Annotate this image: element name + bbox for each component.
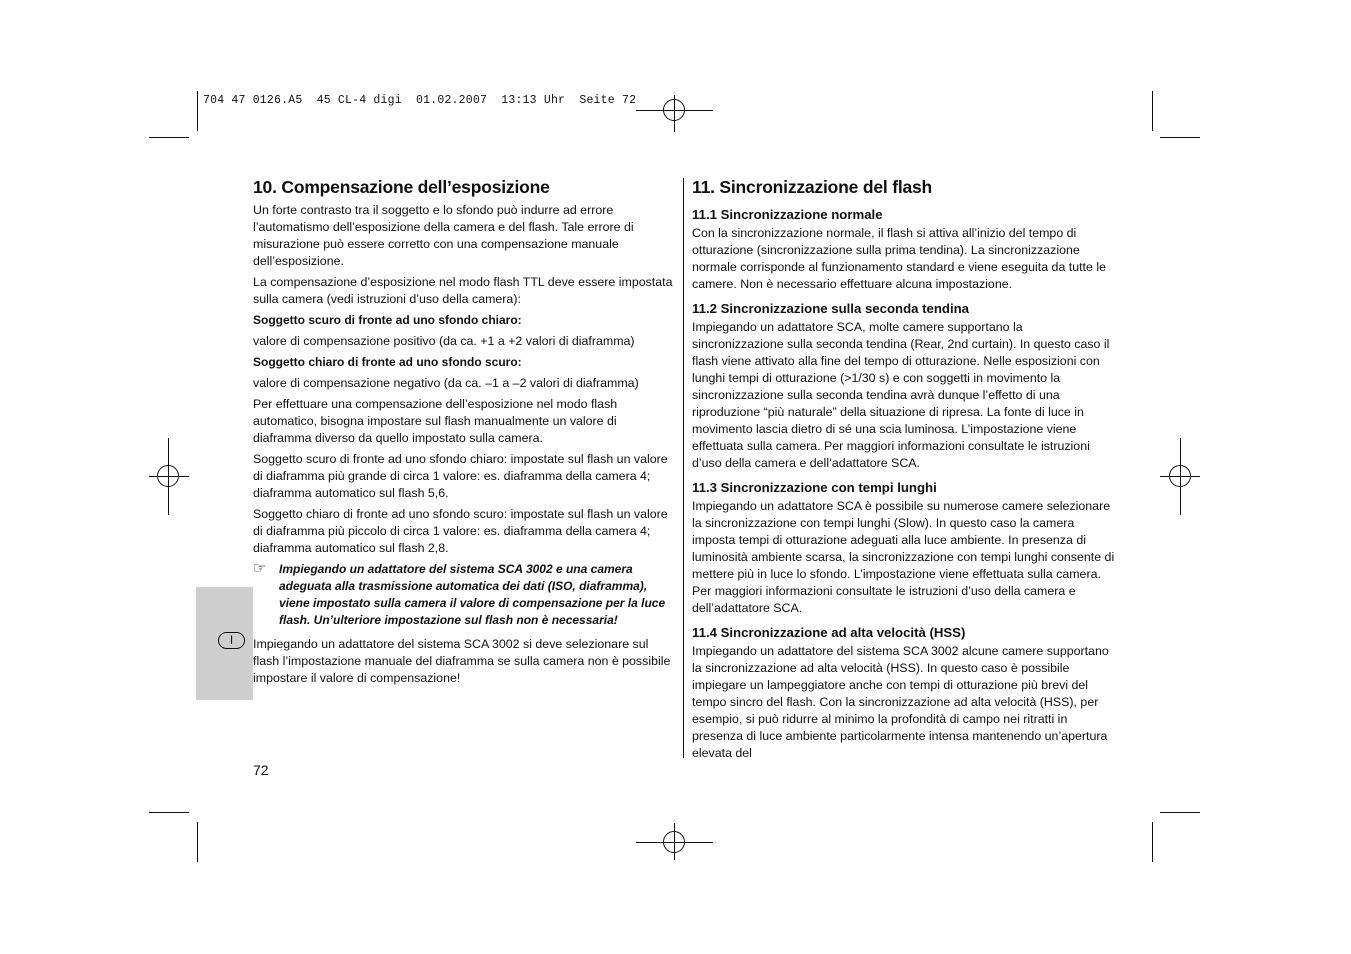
section-11-title: 11. Sincronizzazione del flash [692, 177, 933, 197]
subsection-title: 11.2 Sincronizzazione sulla seconda tendina [692, 301, 970, 316]
note-block [253, 561, 673, 629]
section-10-title: 10. Compensazione dell’esposizione [253, 177, 550, 197]
left-column [253, 175, 673, 691]
paragraph: Con la sincronizzazione normale, il flash si attiva all’inizio del tempo di otturazione (sincronizzazione sulla prima tendina). La sincronizzazione normale corrisponde al funzionamento standard e viene eseguita da tutte le camere. Non è necessario effettuare alcuna impostazione. [692, 226, 1106, 291]
registration-circle-icon [1169, 465, 1191, 487]
paragraph: Per effettuare una compensazione dell’esposizione nel modo flash automatico, bisogna impostare sul flash manualmente un valore di diaframma diverso da quello impostato sulla camera. [253, 397, 618, 445]
subsection-title: 11.3 Sincronizzazione con tempi lunghi [692, 480, 937, 495]
paragraph: valore di compensazione negativo (da ca. –1 a –2 valori di diaframma) [253, 376, 639, 390]
paragraph: Impiegando un adattatore SCA è possibile su numerose camere selezionare la sincronizzazione con tempi lunghi (Slow). In questo caso la camera imposta tempi di otturazione adeguati alla luce ambiente. In presenza di luminosità ambiente scarsa, la sincronizzazione con tempi lunghi consente di mettere più in luce lo sfondo. L’impostazione viene effettuata sulla camera. Per maggiori informazioni consultate le istruzioni d’uso della camera e dell’adattatore SCA. [692, 499, 1115, 615]
print-slug: 704 47 0126.A5 45 CL-4 digi 01.02.2007 13:13 Uhr Seite 72 [203, 94, 637, 107]
paragraph: valore di compensazione positivo (da ca. +1 a +2 valori di diaframma) [253, 334, 635, 348]
paragraph: Un forte contrasto tra il soggetto e lo sfondo può indurre ad errore l’automatismo dell’esposizione della camera e del flash. Tale errore di misurazione può essere corretto con una compensazione manuale dell’esposizione. [253, 203, 634, 268]
paragraph: Soggetto scuro di fronte ad uno sfondo chiaro: impostate sul flash un valore di diaframma più grande di circa 1 valore: es. diaframma della camera 4; diaframma automatico sul flash 5,6. [253, 452, 668, 500]
crop-mark [1152, 822, 1153, 862]
crop-mark [197, 822, 198, 862]
subsection-title: 11.1 Sincronizzazione normale [692, 207, 883, 222]
crop-mark [1160, 137, 1200, 138]
note-text: Impiegando un adattatore del sistema SCA 3002 e una camera adeguata alla trasmissione automatica dei dati (ISO, diaframma), viene impostato sulla camera il valore di compensazione per la luce flash. Un’ulteriore impostazione sul flash non è necessaria! [279, 562, 666, 627]
crop-mark [149, 137, 189, 138]
registration-circle-icon [157, 465, 179, 487]
crop-mark [1160, 812, 1200, 813]
right-column [692, 175, 1116, 766]
subheading: Soggetto scuro di fronte ad uno sfondo chiaro: [253, 313, 522, 327]
paragraph: Impiegando un adattatore SCA, molte camere supportano la sincronizzazione sulla seconda tendina (Rear, 2nd curtain). In questo caso il flash viene attivato alla fine del tempo di otturazione. Nelle esposizioni con lunghi tempi di otturazione (>1/30 s) e con soggetti in movimento la sincronizzazione sulla seconda tendina avrà dunque l’effetto di una riproduzione “più naturale” della situazione di ripresa. La fonte di luce in movimento lascia dietro di sé una scia luminosa. L’impostazione viene effettuata sulla camera. Per maggiori informazioni consultate le istruzioni d’uso della camera e dell’adattatore SCA. [692, 320, 1110, 470]
paragraph: Impiegando un adattatore del sistema SCA 3002 si deve selezionare sul flash l’impostazione manuale del diaframma se sulla camera non è possibile impostare il valore di compensazione! [253, 637, 671, 685]
column-divider [683, 178, 684, 758]
pointing-hand-icon: ☞ [253, 560, 267, 577]
language-badge: I [218, 632, 245, 649]
subsection-title: 11.4 Sincronizzazione ad alta velocità (HSS) [692, 625, 966, 640]
paragraph: Soggetto chiaro di fronte ad uno sfondo scuro: impostate sul flash un valore di diaframma più piccolo di circa 1 valore: es. diaframma della camera 4; diaframma automatico sul flash 2,8. [253, 507, 668, 555]
paragraph: La compensazione d’esposizione nel modo flash TTL deve essere impostata sulla camera (vedi istruzioni d’uso della camera): [253, 275, 673, 306]
paragraph: Impiegando un adattatore del sistema SCA 3002 alcune camere supportano la sincronizzazione ad alta velocità (HSS). In questo caso è possibile impiegare un lampeggiatore anche con tempi di otturazione più brevi del tempo sincro del flash. Con la sincronizzazione ad alta velocità (HSS), per esempio, si può ridurre al minimo la profondità di campo nei ritratti in presenza di luce ambiente particolarmente intensa mantenendo un’apertura elevata del [692, 644, 1109, 760]
registration-circle-icon [663, 99, 685, 121]
crop-mark [197, 91, 198, 131]
crop-mark [1152, 91, 1153, 131]
crop-mark [149, 812, 189, 813]
page-number: 72 [253, 762, 269, 778]
registration-circle-icon [663, 831, 685, 853]
subheading: Soggetto chiaro di fronte ad uno sfondo scuro: [253, 355, 522, 369]
